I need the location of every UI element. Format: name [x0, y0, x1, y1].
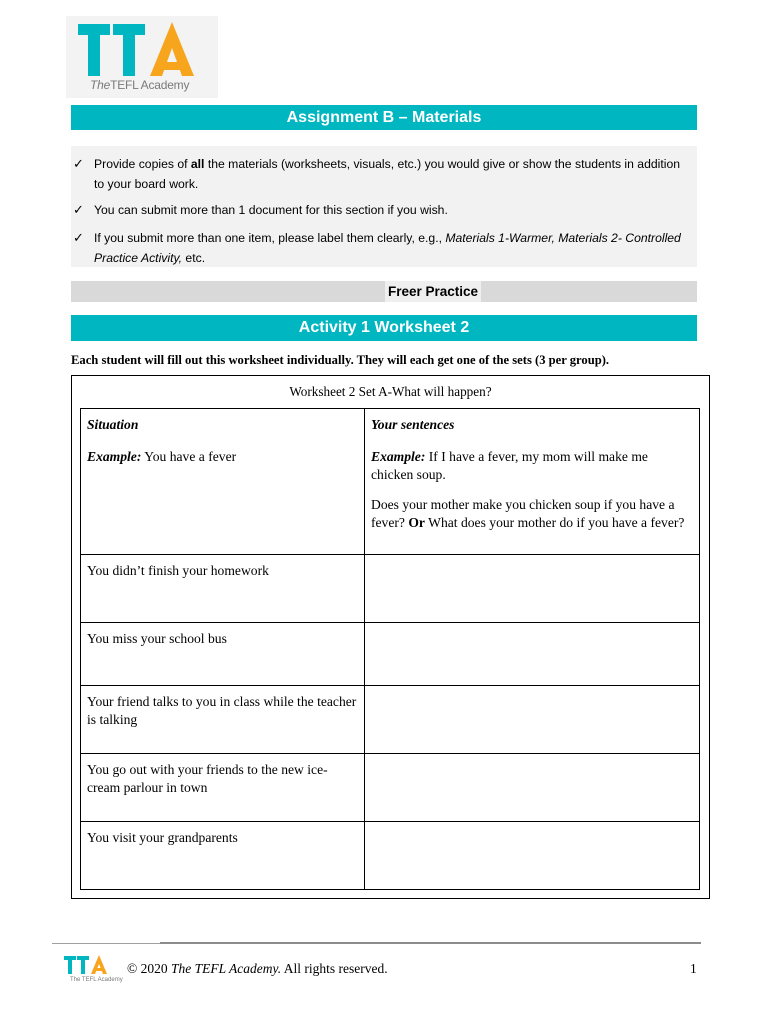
instruction-text: You can submit more than 1 document for this section if you wish. — [94, 203, 448, 217]
table-row — [81, 409, 700, 555]
instruction-text: If you submit more than one item, please label them clearly, e.g., Materials 1-Warmer, Materials 2- Controlled Practice Activity, etc. — [94, 231, 681, 265]
checkmark-icon: ✓ — [73, 202, 84, 217]
footer-copyright: © 2020 The TEFL Academy. All rights reserved. — [127, 961, 388, 976]
tta-logo — [66, 16, 218, 98]
answer-cell[interactable] — [365, 754, 700, 822]
page-number: 1 — [690, 961, 697, 976]
sentences-header-cell — [365, 409, 700, 555]
instruction-text: Provide copies of all the materials (worksheets, visuals, etc.) you would give or show the students in addition to your board work. — [94, 157, 680, 191]
worksheet-instruction: Each student will fill out this worksheet individually. They will each get one of the sets (3 per group). — [71, 353, 610, 367]
table-row — [81, 555, 700, 623]
situation-cell: You go out with your friends to the new ice-cream parlour in town — [81, 754, 365, 822]
checkmark-icon: ✓ — [73, 230, 84, 245]
answer-cell[interactable] — [365, 623, 700, 686]
assignment-title-bar — [71, 105, 697, 130]
logo-subtitle: TheTEFL Academy — [90, 78, 190, 92]
assignment-title: Assignment B – Materials — [286, 109, 482, 126]
example-sentence: Example: If I have a fever, my mom will make me chicken soup. — [371, 449, 648, 482]
worksheet-title: Worksheet 2 Set A-What will happen? — [289, 384, 492, 399]
situation-header: Situation — [87, 417, 139, 432]
worksheet-table — [80, 408, 700, 890]
sentences-header: Your sentences — [371, 417, 455, 432]
footer-divider — [160, 942, 701, 944]
worksheet-box — [71, 375, 710, 899]
table-row — [81, 822, 700, 890]
table-row — [81, 754, 700, 822]
footer-divider — [52, 943, 160, 944]
example-situation: Example: You have a fever — [87, 449, 237, 464]
answer-cell[interactable] — [365, 555, 700, 623]
table-row — [81, 686, 700, 754]
activity-title: Activity 1 Worksheet 2 — [298, 319, 470, 336]
situation-cell: Your friend talks to you in class while the teacher is talking — [81, 686, 365, 754]
activity-title-bar — [71, 315, 697, 341]
instructions-box — [71, 146, 697, 267]
table-row — [81, 623, 700, 686]
emphasis-all: all — [190, 157, 205, 171]
freer-practice-label: Freer Practice — [385, 281, 481, 302]
checkmark-icon: ✓ — [73, 156, 84, 171]
freer-practice-bar — [71, 281, 697, 302]
situation-header-cell — [81, 409, 365, 555]
follow-up-questions: Does your mother make you chicken soup if you have a fever? Or What does your mother do if you have a fever? — [371, 497, 685, 530]
situation-cell: You miss your school bus — [81, 623, 365, 686]
situation-cell: You didn’t finish your homework — [81, 555, 365, 623]
footer-logo-subtitle: The TEFL Academy — [70, 977, 123, 983]
situation-cell: You visit your grandparents — [81, 822, 365, 890]
answer-cell[interactable] — [365, 822, 700, 890]
answer-cell[interactable] — [365, 686, 700, 754]
